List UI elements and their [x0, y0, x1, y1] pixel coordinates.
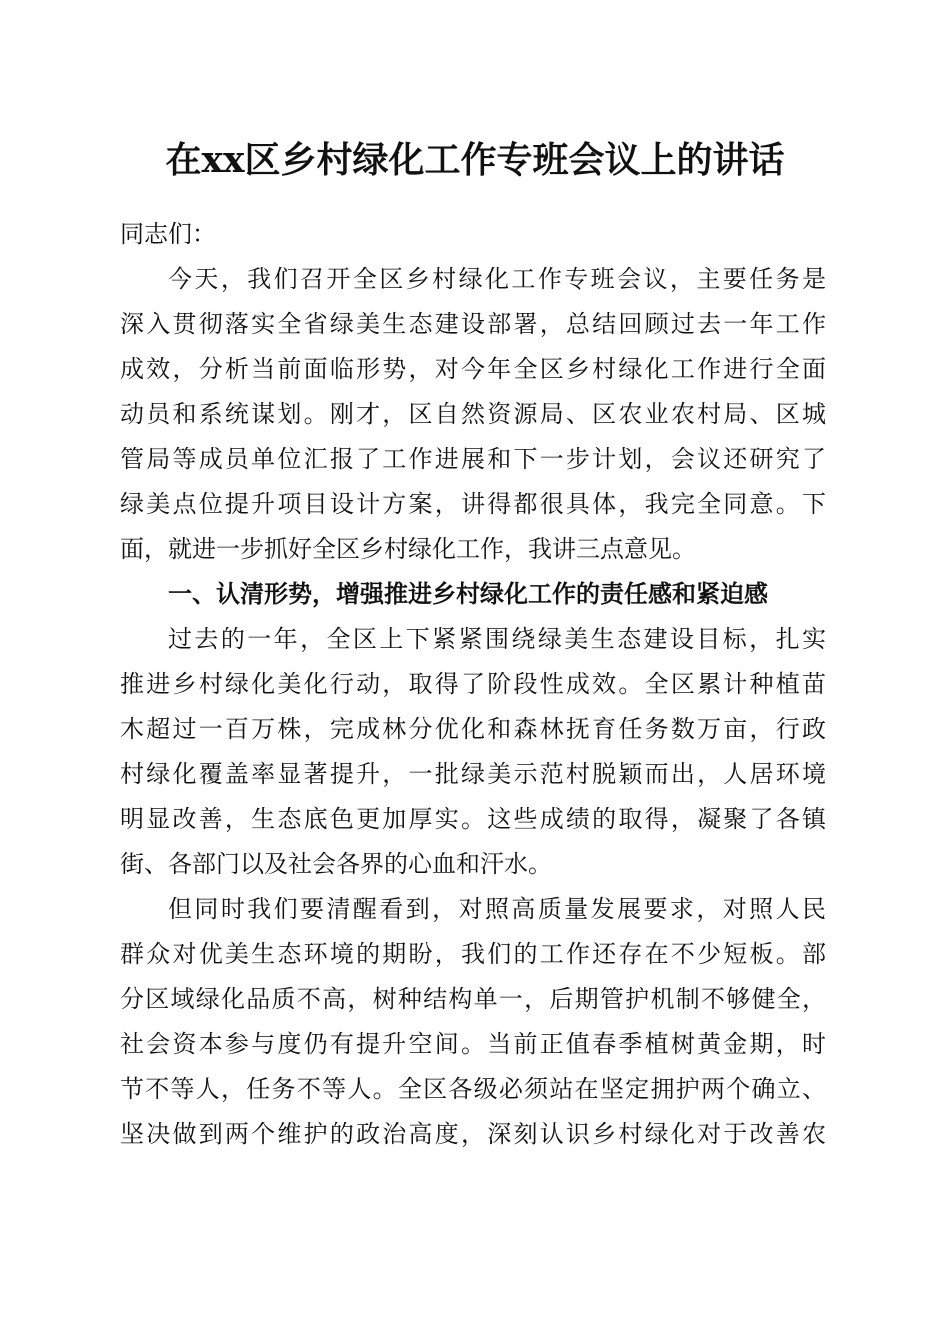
salutation: 同志们：	[120, 220, 216, 248]
paragraph-line: 面，就进一步抓好全区乡村绿化工作，我讲三点意见。	[120, 535, 696, 563]
paragraph-line: 管局等成员单位汇报了工作进展和下一步计划，会议还研究了	[120, 445, 826, 473]
paragraph-line: 木超过一百万株，完成林分优化和森林抚育任务数万亩，行政	[120, 715, 826, 743]
paragraph-line: 坚决做到两个维护的政治高度，深刻认识乡村绿化对于改善农	[120, 1120, 826, 1148]
paragraph-line: 绿美点位提升项目设计方案，讲得都很具体，我完全同意。下	[120, 490, 826, 518]
paragraph-line: 动员和系统谋划。刚才，区自然资源局、区农业农村局、区城	[120, 400, 826, 428]
paragraph-line: 社会资本参与度仍有提升空间。当前正值春季植树黄金期，时	[120, 1030, 826, 1058]
paragraph-line: 深入贯彻落实全省绿美生态建设部署，总结回顾过去一年工作	[120, 310, 826, 338]
paragraph-line: 成效，分析当前面临形势，对今年全区乡村绿化工作进行全面	[120, 355, 826, 383]
document-title: 在xx区乡村绿化工作专班会议上的讲话	[165, 139, 785, 181]
paragraph-line: 节不等人，任务不等人。全区各级必须站在坚定拥护两个确立、	[120, 1075, 826, 1103]
section-heading: 一、认清形势，增强推进乡村绿化工作的责任感和紧迫感	[168, 580, 768, 608]
paragraph-line: 明显改善，生态底色更加厚实。这些成绩的取得，凝聚了各镇	[120, 805, 826, 833]
paragraph-line: 推进乡村绿化美化行动，取得了阶段性成效。全区累计种植苗	[120, 670, 826, 698]
document-body	[120, 212, 826, 1157]
paragraph-line: 但同时我们要清醒看到，对照高质量发展要求，对照人民	[168, 895, 826, 923]
paragraph-line: 今天，我们召开全区乡村绿化工作专班会议，主要任务是	[168, 265, 826, 293]
paragraph-line: 过去的一年，全区上下紧紧围绕绿美生态建设目标，扎实	[168, 625, 826, 653]
paragraph-line: 村绿化覆盖率显著提升，一批绿美示范村脱颖而出，人居环境	[120, 760, 826, 788]
paragraph-line: 分区域绿化品质不高，树种结构单一，后期管护机制不够健全，	[120, 985, 826, 1013]
paragraph-line: 群众对优美生态环境的期盼，我们的工作还存在不少短板。部	[120, 940, 826, 968]
paragraph-line: 街、各部门以及社会各界的心血和汗水。	[120, 850, 552, 878]
